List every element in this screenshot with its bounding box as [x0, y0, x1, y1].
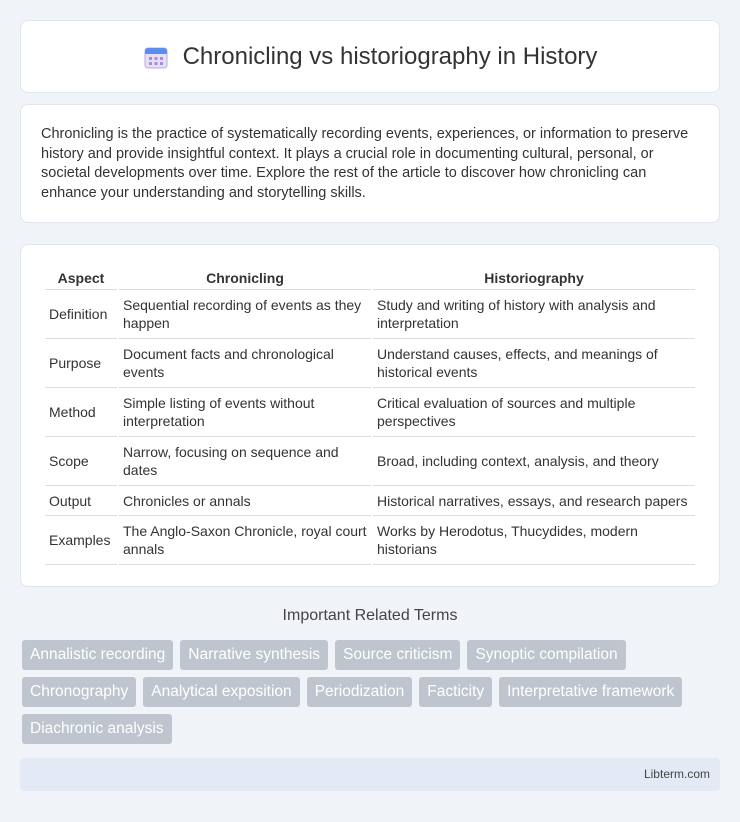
term-tag[interactable]: Diachronic analysis — [22, 714, 172, 744]
table-row — [45, 516, 695, 565]
comparison-table — [43, 265, 697, 565]
table-row — [45, 486, 695, 516]
header-historiography: Historiography — [373, 265, 695, 290]
term-tag[interactable]: Annalistic recording — [22, 640, 173, 670]
row-chronicling: Sequential recording of events as they happen — [119, 290, 371, 339]
term-tag[interactable]: Interpretative framework — [499, 677, 682, 707]
term-tag[interactable]: Source criticism — [335, 640, 460, 670]
table-row — [45, 388, 695, 437]
row-aspect: Definition — [45, 290, 117, 339]
row-historiography: Broad, including context, analysis, and theory — [373, 437, 695, 486]
row-historiography: Study and writing of history with analysis and interpretation — [373, 290, 695, 339]
related-terms-list — [22, 640, 722, 744]
row-chronicling: Document facts and chronological events — [119, 339, 371, 388]
table-row — [45, 339, 695, 388]
row-aspect: Purpose — [45, 339, 117, 388]
header-aspect: Aspect — [45, 265, 117, 290]
row-chronicling: Narrow, focusing on sequence and dates — [119, 437, 371, 486]
row-aspect: Method — [45, 388, 117, 437]
calendar-icon — [143, 44, 169, 70]
row-aspect: Output — [45, 486, 117, 516]
row-historiography: Critical evaluation of sources and multiple perspectives — [373, 388, 695, 437]
term-tag[interactable]: Synoptic compilation — [467, 640, 625, 670]
table-row — [45, 437, 695, 486]
row-chronicling: Simple listing of events without interpretation — [119, 388, 371, 437]
comparison-card — [20, 244, 720, 587]
row-historiography: Understand causes, effects, and meanings of historical events — [373, 339, 695, 388]
footer — [20, 758, 720, 791]
page-title: Chronicling vs historiography in History — [182, 42, 598, 70]
row-historiography: Historical narratives, essays, and research papers — [373, 486, 695, 516]
term-tag[interactable]: Analytical exposition — [143, 677, 299, 707]
term-tag[interactable]: Periodization — [307, 677, 413, 707]
row-chronicling: The Anglo-Saxon Chronicle, royal court annals — [119, 516, 371, 565]
term-tag[interactable]: Facticity — [419, 677, 492, 707]
term-tag[interactable]: Chronography — [22, 677, 136, 707]
term-tag[interactable]: Narrative synthesis — [180, 640, 328, 670]
footer-site-link[interactable]: Libterm.com — [643, 767, 710, 781]
title-card — [20, 20, 720, 93]
table-row — [45, 290, 695, 339]
table-header-row — [45, 265, 695, 290]
row-aspect: Scope — [45, 437, 117, 486]
row-historiography: Works by Herodotus, Thucydides, modern historians — [373, 516, 695, 565]
intro-card — [20, 104, 720, 223]
header-chronicling: Chronicling — [119, 265, 371, 290]
row-chronicling: Chronicles or annals — [119, 486, 371, 516]
intro-text: Chronicling is the practice of systematically recording events, experiences, or information to preserve history and provide insightful context. It plays a crucial role in documenting cultural, personal, or societal developments over time. Explore the rest of the article to discover how chronicling can enhance your understanding and storytelling skills. — [41, 126, 689, 201]
row-aspect: Examples — [45, 516, 117, 565]
related-terms-heading: Important Related Terms — [282, 607, 458, 624]
